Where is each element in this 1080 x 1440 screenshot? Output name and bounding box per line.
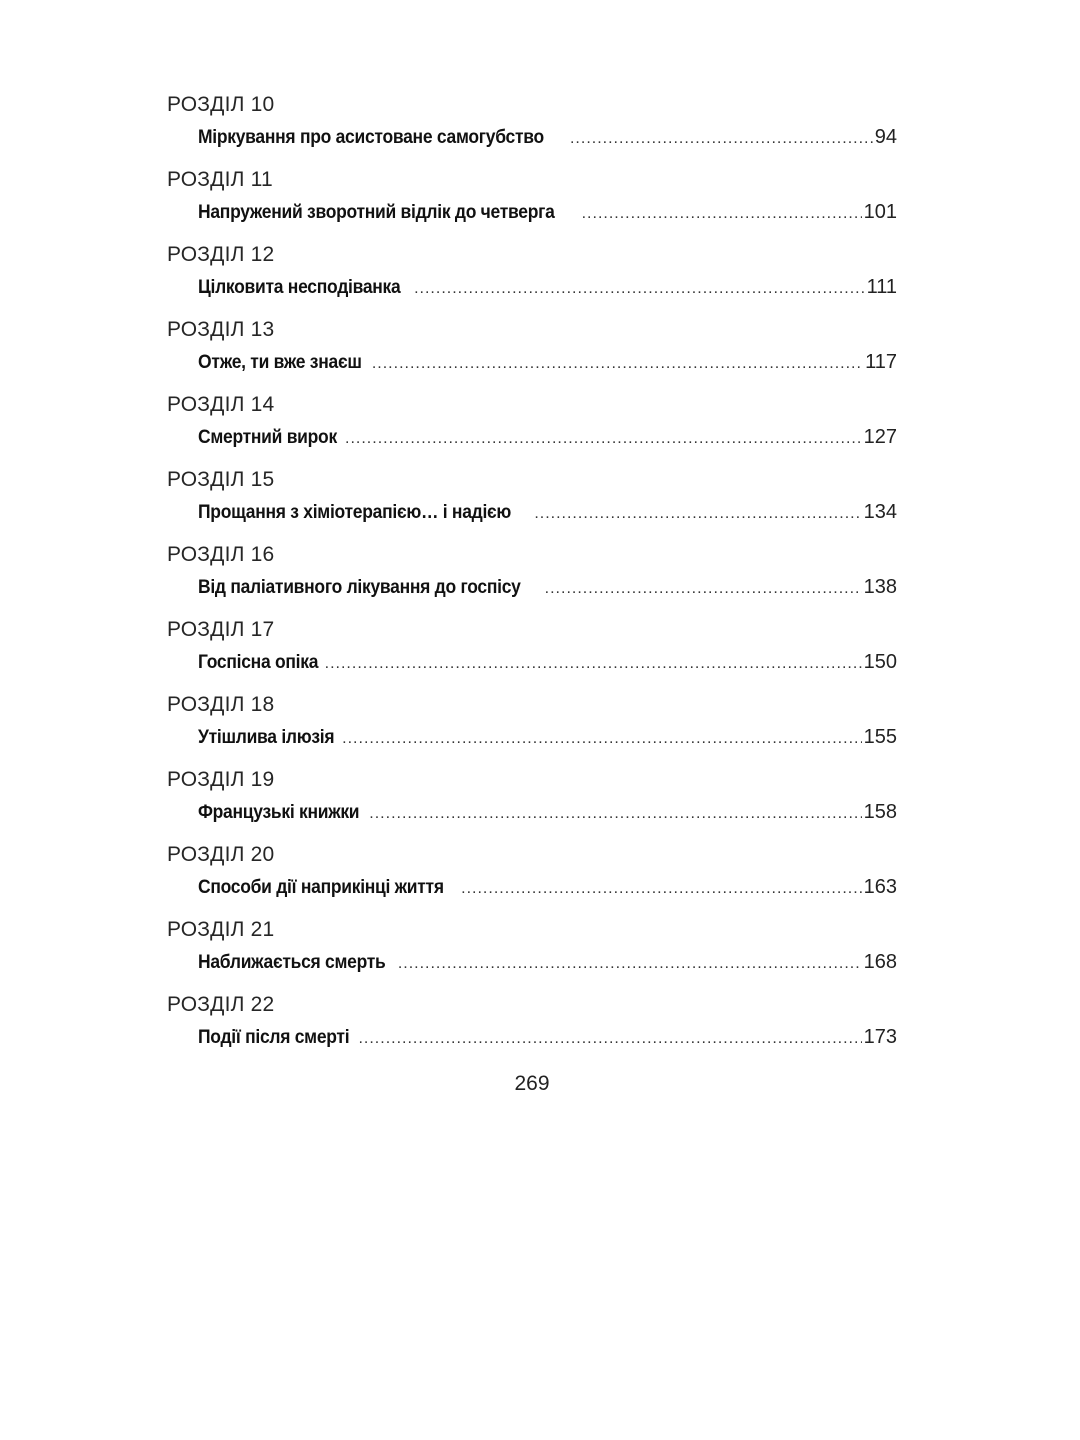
chapter-label: РОЗДІЛ 10 (167, 93, 275, 116)
toc-entry (167, 688, 897, 763)
chapter-title: Події після смерті (198, 1027, 350, 1048)
toc-line (198, 947, 897, 977)
toc-line (198, 422, 897, 452)
chapter-title: Наближається смерть (198, 952, 386, 973)
chapter-label: РОЗДІЛ 22 (167, 993, 275, 1016)
chapter-label: РОЗДІЛ 11 (167, 168, 273, 191)
chapter-label: РОЗДІЛ 17 (167, 618, 275, 641)
toc-line (198, 272, 897, 302)
dot-leader (534, 499, 861, 529)
toc-line (198, 1022, 897, 1052)
toc-entry (167, 463, 897, 538)
dot-leader (345, 424, 862, 454)
page-number: 168 (863, 951, 897, 973)
chapter-label: РОЗДІЛ 21 (167, 918, 275, 941)
chapter-title: Французькі книжки (198, 802, 360, 823)
toc-entry (167, 538, 897, 613)
toc-entry (167, 88, 897, 163)
dot-leader (582, 199, 862, 229)
dot-leader (414, 274, 865, 304)
chapter-label: РОЗДІЛ 12 (167, 243, 275, 266)
chapter-label: РОЗДІЛ 20 (167, 843, 275, 866)
dot-leader (372, 349, 863, 379)
toc-entry (167, 913, 897, 988)
toc-line (198, 572, 897, 602)
toc-line (198, 122, 897, 152)
page-number: 101 (863, 201, 897, 223)
toc-line (198, 197, 897, 227)
toc-line (198, 347, 897, 377)
chapter-title: Способи дії наприкінці життя (198, 877, 444, 898)
dot-leader (342, 724, 861, 754)
toc-line (198, 722, 897, 752)
table-of-contents (167, 88, 897, 1063)
dot-leader (398, 949, 862, 979)
dot-leader (369, 799, 861, 829)
chapter-title: Міркування про асистоване самогубство (198, 127, 544, 148)
page-number: 138 (863, 576, 897, 598)
chapter-label: РОЗДІЛ 18 (167, 693, 275, 716)
page-number: 150 (863, 651, 897, 673)
dot-leader (325, 649, 862, 679)
chapter-label: РОЗДІЛ 13 (167, 318, 275, 341)
toc-line (198, 647, 897, 677)
toc-entry (167, 613, 897, 688)
toc-entry (167, 238, 897, 313)
dot-leader (358, 1024, 861, 1054)
page-number: 94 (874, 126, 897, 148)
toc-entry (167, 163, 897, 238)
page-number: 155 (863, 726, 897, 748)
page-number: 117 (865, 351, 897, 373)
page-number: 134 (863, 501, 897, 523)
chapter-title: Цілковита несподіванка (198, 277, 401, 298)
dot-leader (461, 874, 861, 904)
toc-entry (167, 988, 897, 1063)
page-number: 158 (863, 801, 897, 823)
page-folio-number: 269 (514, 1072, 550, 1095)
chapter-title: Смертний вирок (198, 427, 337, 448)
toc-entry (167, 838, 897, 913)
page-number: 163 (863, 876, 897, 898)
dot-leader (570, 124, 873, 154)
chapter-label: РОЗДІЛ 15 (167, 468, 275, 491)
toc-entry (167, 313, 897, 388)
chapter-title: Від паліативного лікування до госпісу (198, 577, 521, 598)
page-number: 127 (863, 426, 897, 448)
chapter-label: РОЗДІЛ 16 (167, 543, 275, 566)
toc-entry (167, 763, 897, 838)
chapter-title: Госпісна опіка (198, 652, 319, 673)
chapter-label: РОЗДІЛ 14 (167, 393, 275, 416)
chapter-label: РОЗДІЛ 19 (167, 768, 275, 791)
toc-line (198, 497, 897, 527)
chapter-title: Утішлива ілюзія (198, 727, 335, 748)
toc-line (198, 797, 897, 827)
chapter-title: Отже, ти вже знаєш (198, 352, 362, 373)
page-number: 111 (866, 276, 897, 298)
chapter-title: Прощання з хіміотерапією… і надією (198, 502, 512, 523)
chapter-title: Напружений зворотний відлік до четверга (198, 202, 555, 223)
toc-line (198, 872, 897, 902)
page-number: 173 (863, 1026, 897, 1048)
dot-leader (545, 574, 862, 604)
toc-entry (167, 388, 897, 463)
